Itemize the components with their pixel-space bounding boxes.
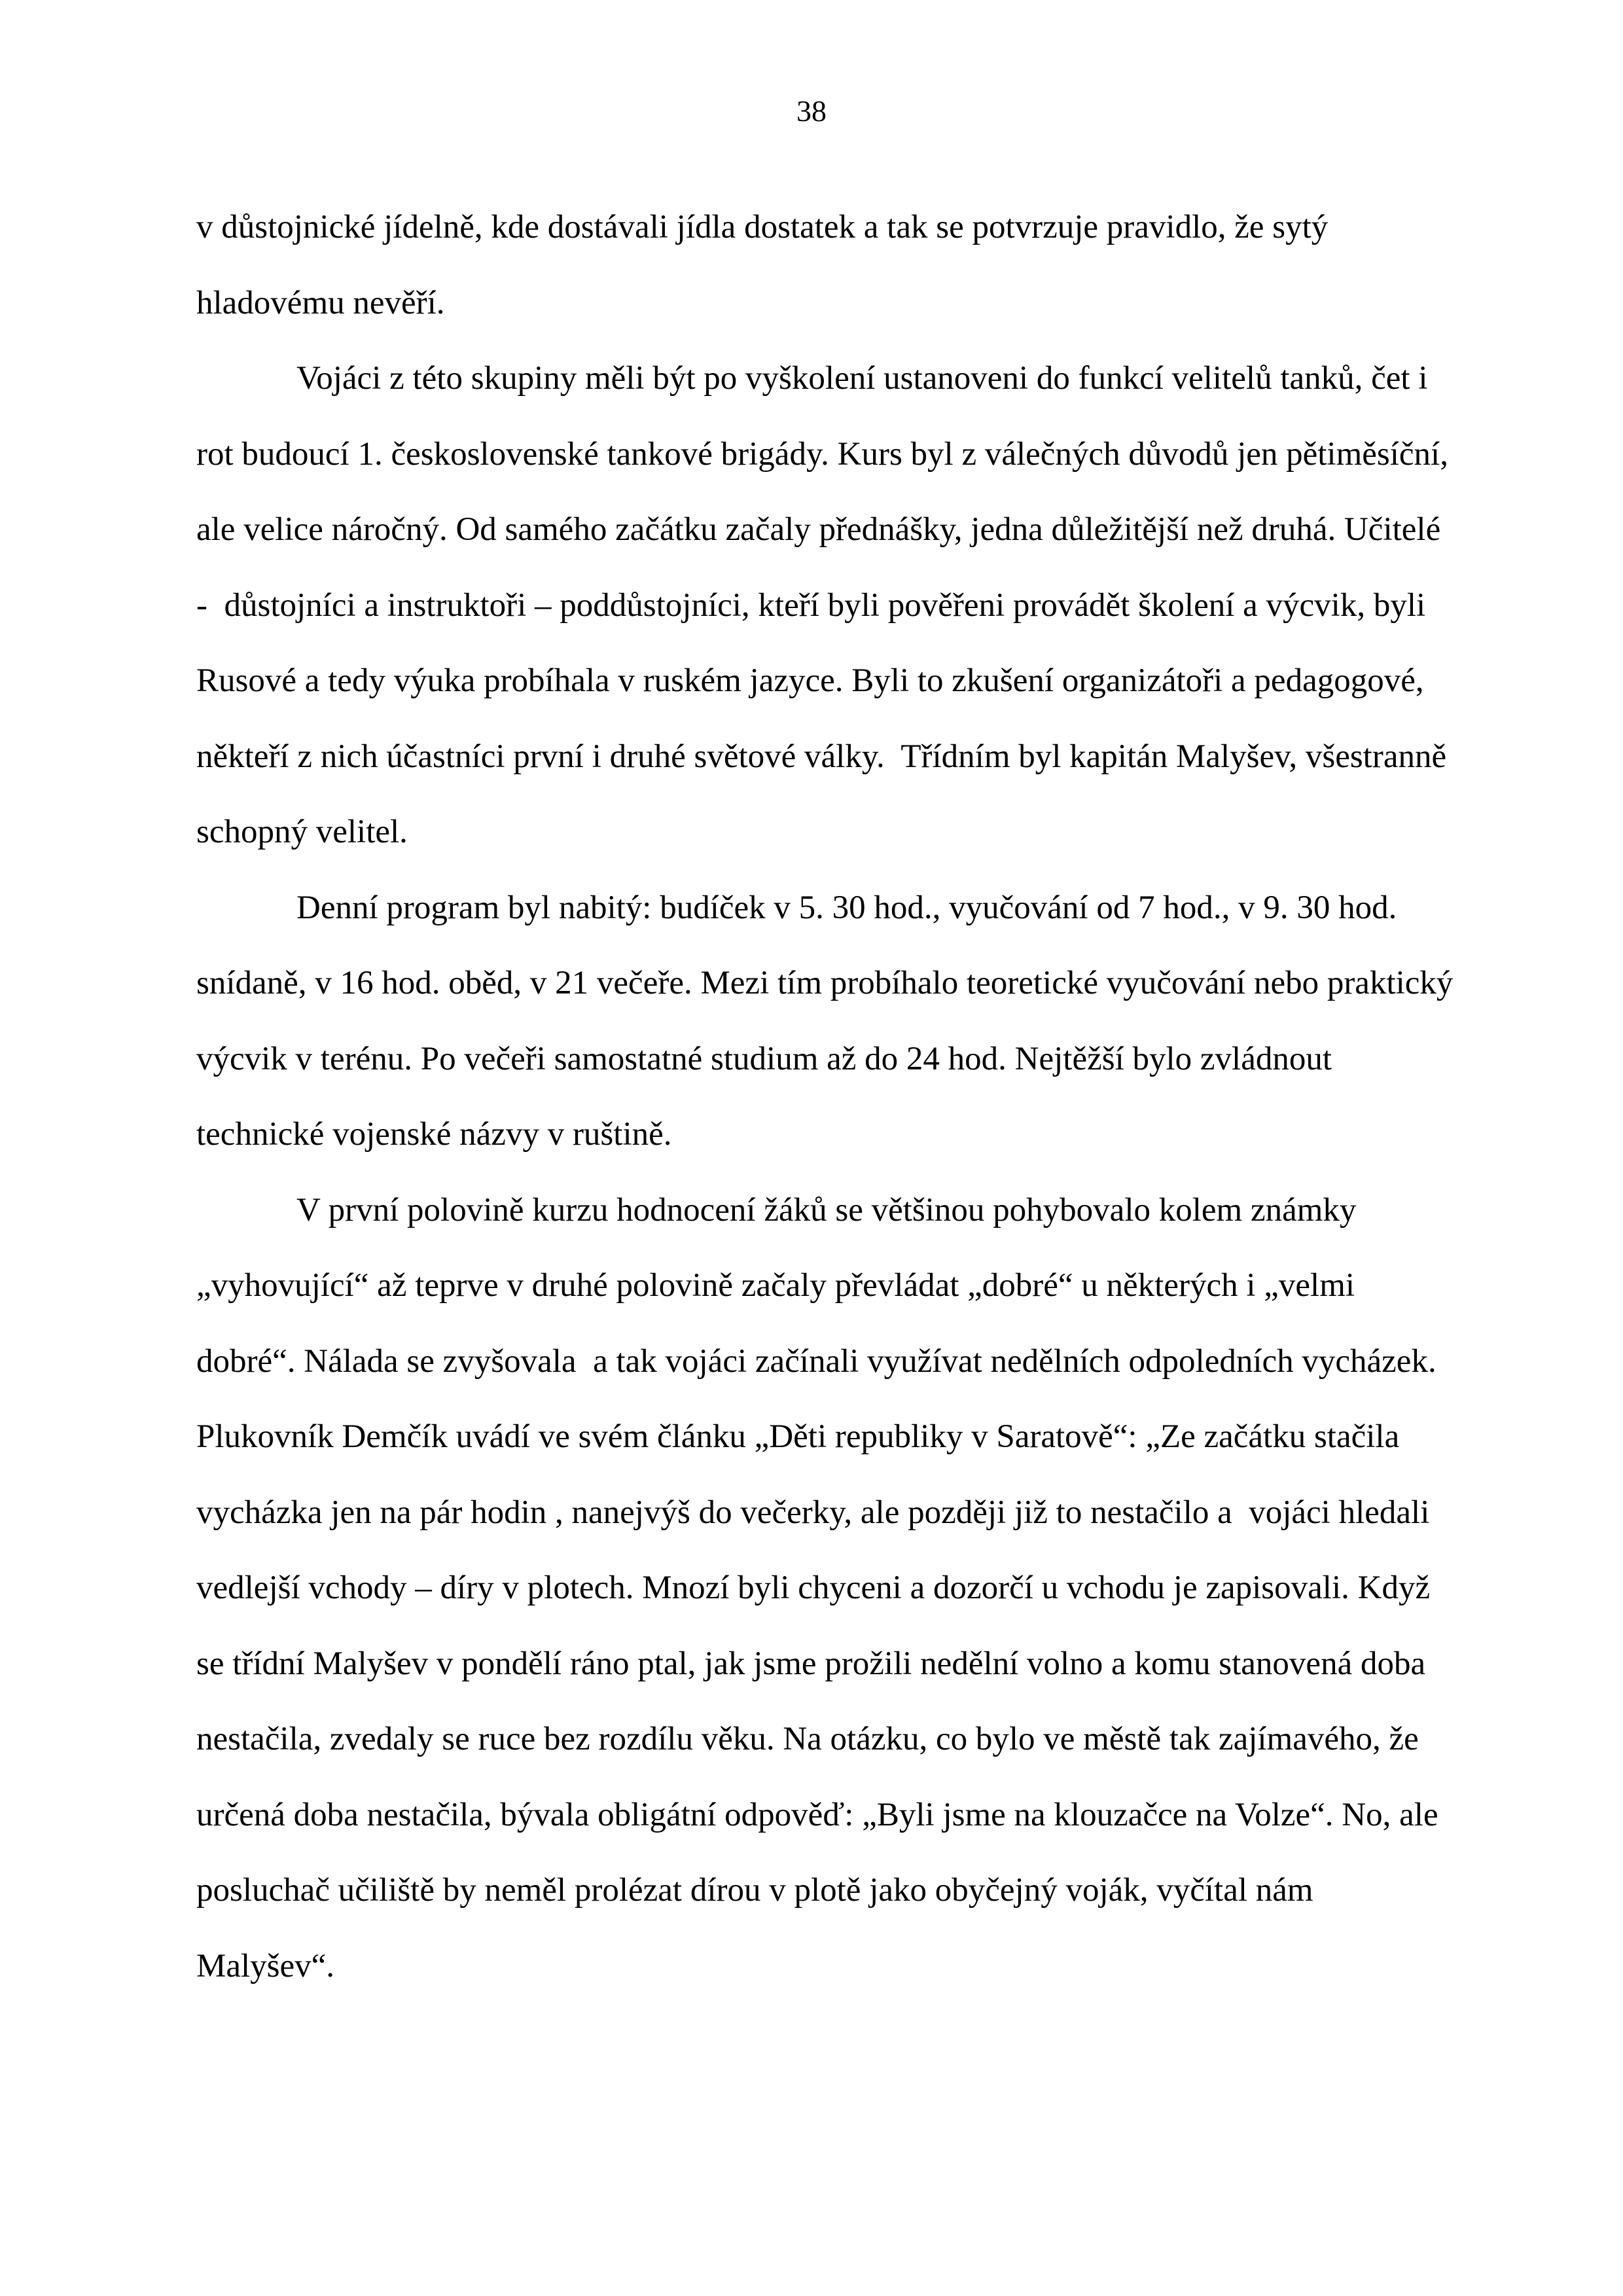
text-line: výcvik v terénu. Po večeři samostatné studium až do 24 hod. Nejtěžší bylo zvládnout [196,1040,1332,1077]
text-line: Malyšev“. [196,1947,335,1984]
paragraph-first-line: Vojáci z této skupiny měli být po vyškolení ustanoveni do funkcí velitelů tanků, čet i [296,360,1428,397]
text-line: Plukovník Demčík uvádí ve svém článku „Děti republiky v Saratově“: „Ze začátku stačila [196,1418,1400,1455]
text-line: „vyhovující“ až teprve v druhé polovině začaly převládat „dobré“ u některých i „velmi [196,1267,1355,1304]
text-line: vedlejší vchody – díry v plotech. Mnozí byli chyceni a dozorčí u vchodu je zapisovali. Když [196,1570,1431,1606]
text-line: hladovému nevěří. [196,284,445,321]
paragraph-first-line: V první polovině kurzu hodnocení žáků se většinou pohybovalo kolem známky [296,1191,1357,1229]
text-line: schopný velitel. [196,814,408,850]
text-line: v důstojnické jídelně, kde dostávali jídla dostatek a tak se potvrzuje pravidlo, že sytý [196,209,1329,245]
text-line: technické vojenské názvy v ruštině. [196,1116,672,1153]
text-line: - důstojníci a instruktoři – poddůstojníci, kteří byli pověřeni provádět školení a výcvik, byli [196,586,1426,624]
text-line: vycházka jen na pár hodin , nanejvýš do večerky, ale později již to nestačilo a vojáci hledali [196,1494,1430,1531]
text-line: posluchač učiliště by neměl prolézat dírou v plotě jako obyčejný voják, vyčítal nám [196,1872,1313,1909]
body-text [196,190,1453,2004]
text-line: určená doba nestačila, bývala obligátní odpověď: „Byli jsme na klouzačce na Volze“. No, ale [196,1796,1438,1833]
text-line: ale velice náročný. Od samého začátku začaly přednášky, jedna důležitější než druhá. Učitelé [196,511,1441,548]
text-line: Rusové a tedy výuka probíhala v ruském jazyce. Byli to zkušení organizátoři a pedagogové, [196,662,1424,699]
text-line: někteří z nich účastníci první i druhé světové války. Třídním byl kapitán Malyšev, všestranně [196,738,1447,775]
text-line: snídaně, v 16 hod. oběd, v 21 večeře. Mezi tím probíhalo teoretické vyučování nebo praktický [196,965,1454,1001]
paragraph-first-line: Denní program byl nabitý: budíček v 5. 30 hod., vyučování od 7 hod., v 9. 30 hod. [296,889,1397,926]
text-line: se třídní Malyšev v pondělí ráno ptal, jak jsme prožili nedělní volno a komu stanovená doba [196,1645,1426,1682]
page-number: 38 [796,94,827,128]
text-line: rot budoucí 1. československé tankové brigády. Kurs byl z válečných důvodů jen pětiměsíční, [196,435,1448,473]
text-line: dobré“. Nálada se zvyšovala a tak vojáci začínali využívat nedělních odpoledních vycházek. [196,1342,1436,1380]
text-line: nestačila, zvedaly se ruce bez rozdílu věku. Na otázku, co bylo ve městě tak zajímavého, že [196,1721,1419,1757]
